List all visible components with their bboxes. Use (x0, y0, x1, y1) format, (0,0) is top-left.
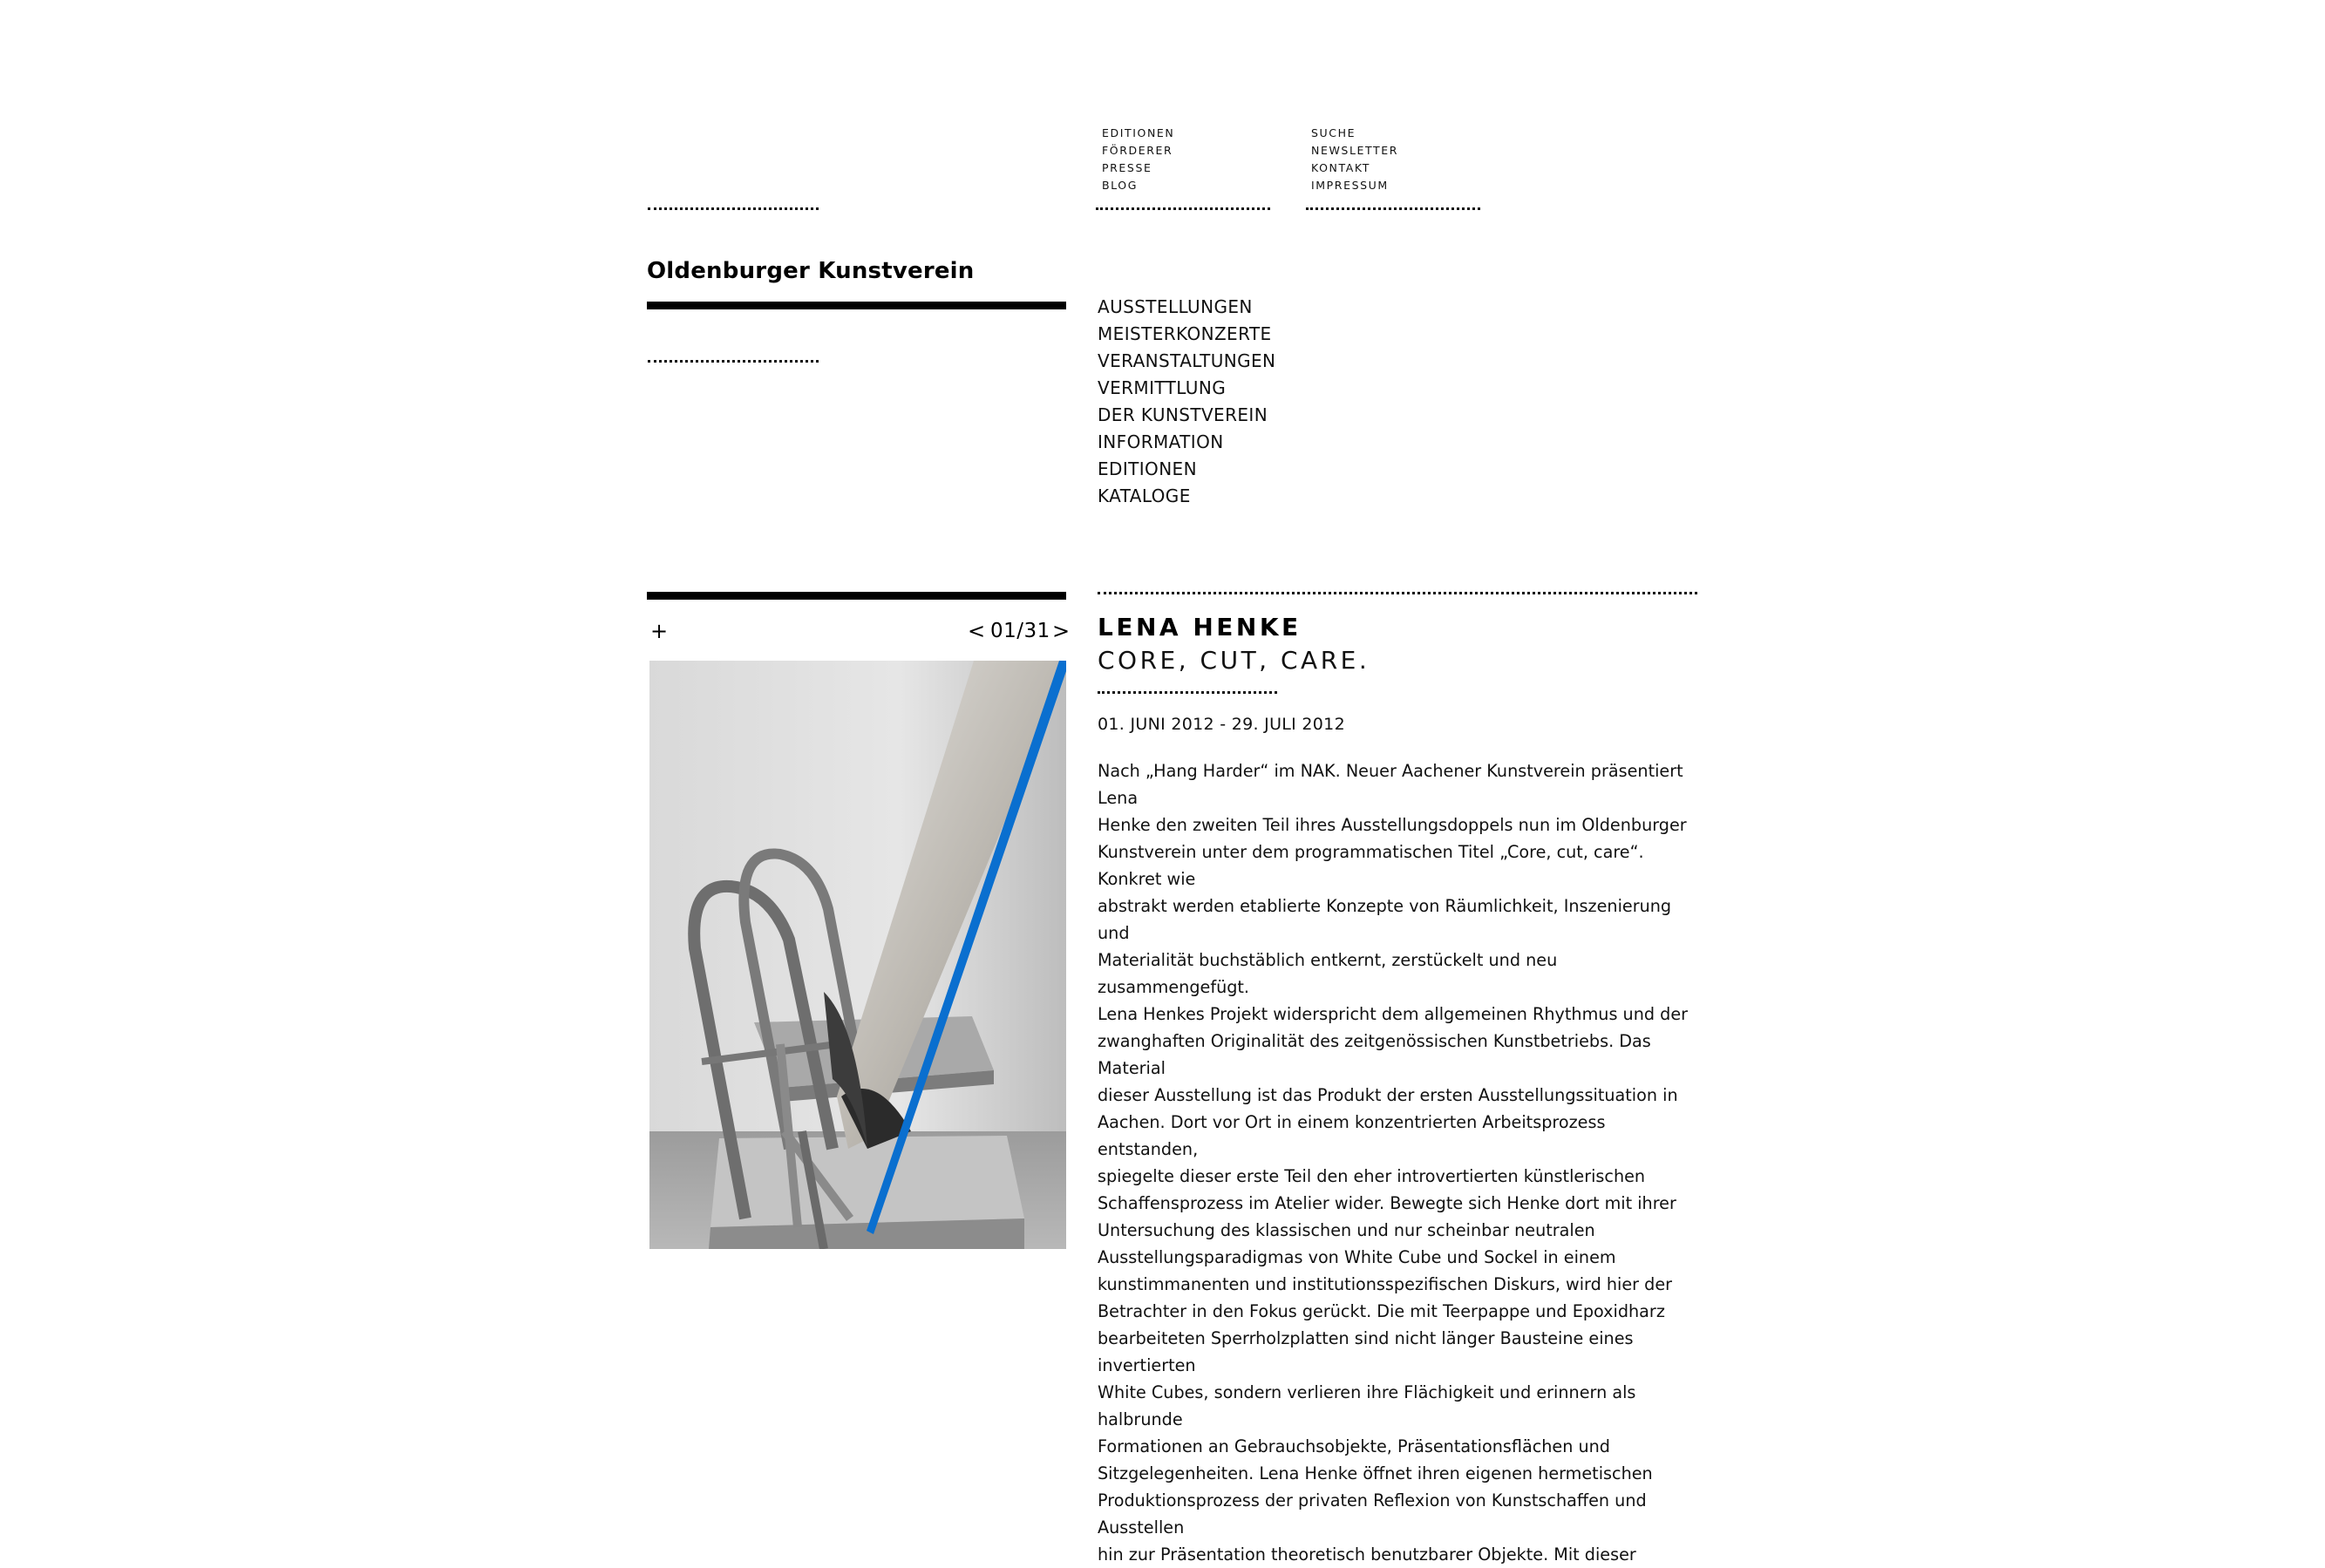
secondary-menu-left (1102, 125, 1174, 194)
exhibition-artist: LENA HENKE (1098, 613, 1302, 641)
description-line: hin zur Präsentation theoretisch benutzbarer Objekte. Mit dieser (1098, 1544, 1636, 1565)
description-line: abstrakt werden etablierte Konzepte von Räumlichkeit, Inszenierung und (1098, 896, 1672, 943)
exhibition-photo[interactable] (649, 661, 1066, 1249)
nav-item-vermittlung[interactable] (1098, 375, 1275, 402)
description-line: Nach „Hang Harder“ im NAK. Neuer Aachener Kunstverein präsentiert Lena (1098, 761, 1683, 808)
description-line: Materialität buchstäblich entkernt, zerstückelt und neu zusammengefügt. (1098, 950, 1558, 997)
secondary-menu-link[interactable]: FÖRDERER (1102, 144, 1173, 157)
secondary-menu-item[interactable] (1102, 177, 1174, 194)
nav-link[interactable]: KATALOGE (1098, 485, 1191, 506)
dotted-separator-left-below-brand (648, 360, 819, 363)
gallery-prev-button[interactable]: < (968, 619, 986, 643)
nav-item-editionen[interactable] (1098, 456, 1275, 483)
secondary-menu-item[interactable] (1102, 160, 1174, 177)
secondary-menu-item[interactable] (1102, 142, 1174, 160)
description-line: Betrachter in den Fokus gerückt. Die mit Teerpappe und Epoxidharz (1098, 1301, 1665, 1321)
dotted-separator-article-top (1098, 592, 1697, 594)
description-line: Lena Henkes Projekt widerspricht dem allgemeinen Rhythmus und der (1098, 1004, 1689, 1024)
dotted-separator-title (1098, 691, 1277, 694)
nav-link[interactable]: AUSSTELLUNGEN (1098, 296, 1253, 317)
dotted-separator-menu-left (1096, 207, 1270, 210)
nav-item-ausstellungen[interactable] (1098, 294, 1275, 321)
brand-rule (647, 302, 1066, 309)
secondary-menu-link[interactable]: EDITIONEN (1102, 126, 1175, 139)
exhibition-title: CORE, CUT, CARE. (1098, 646, 1370, 675)
description-line: Henke den zweiten Teil ihres Ausstellungsdoppels nun im Oldenburger (1098, 815, 1687, 835)
description-line: Untersuchung des klassischen und nur scheinbar neutralen (1098, 1220, 1595, 1240)
nav-item-veranstaltungen[interactable] (1098, 348, 1275, 375)
secondary-menu-link[interactable]: SUCHE (1311, 126, 1356, 139)
dotted-separator-menu-right (1306, 207, 1480, 210)
nav-link[interactable]: VERMITTLUNG (1098, 377, 1227, 398)
secondary-menu-item[interactable] (1311, 125, 1398, 142)
exhibition-description (1098, 757, 1708, 1568)
nav-item-meisterkonzerte[interactable] (1098, 321, 1275, 348)
description-line: zwanghaften Originalität des zeitgenössischen Kunstbetriebs. Das Material (1098, 1031, 1651, 1078)
dotted-separator-left-top (648, 207, 819, 210)
secondary-menu-link[interactable]: BLOG (1102, 179, 1139, 192)
nav-item-kataloge[interactable] (1098, 483, 1275, 510)
description-line: Aachen. Dort vor Ort in einem konzentrierten Arbeitsprozess entstanden, (1098, 1112, 1606, 1159)
description-line: White Cubes, sondern verlieren ihre Flächigkeit und erinnern als halbrunde (1098, 1382, 1636, 1429)
description-line: bearbeiteten Sperrholzplatten sind nicht länger Bausteine eines invertierten (1098, 1328, 1634, 1375)
secondary-menu-item[interactable] (1311, 142, 1398, 160)
secondary-menu-link[interactable]: PRESSE (1102, 161, 1152, 174)
exhibition-photo-art (649, 661, 1066, 1249)
nav-link[interactable]: VERANSTALTUNGEN (1098, 350, 1276, 371)
main-navigation (1098, 294, 1275, 510)
nav-item-information[interactable] (1098, 429, 1275, 456)
gallery-expand-button[interactable]: + (650, 619, 669, 643)
nav-link[interactable]: INFORMATION (1098, 431, 1224, 452)
description-line: spiegelte dieser erste Teil den eher introvertierten künstlerischen (1098, 1166, 1646, 1186)
secondary-menu-link[interactable]: KONTAKT (1311, 161, 1370, 174)
secondary-menu-link[interactable]: IMPRESSUM (1311, 179, 1389, 192)
secondary-menu-item[interactable] (1311, 160, 1398, 177)
description-line: dieser Ausstellung ist das Produkt der ersten Ausstellungssituation in (1098, 1085, 1678, 1105)
description-line: Kunstverein unter dem programmatischen Titel „Core, cut, care“. Konkret wie (1098, 842, 1644, 889)
gallery-rule (647, 592, 1066, 600)
site-title[interactable]: Oldenburger Kunstverein (647, 258, 975, 284)
nav-link[interactable]: EDITIONEN (1098, 458, 1197, 479)
secondary-menu-right (1311, 125, 1398, 194)
description-line: Formationen an Gebrauchsobjekte, Präsentationsflächen und (1098, 1436, 1610, 1456)
nav-item-der-kunstverein[interactable] (1098, 402, 1275, 429)
nav-link[interactable]: DER KUNSTVEREIN (1098, 404, 1268, 425)
secondary-menu-item[interactable] (1311, 177, 1398, 194)
description-line: kunstimmanenten und institutionsspezifischen Diskurs, wird hier der (1098, 1274, 1673, 1294)
gallery-next-button[interactable]: > (1052, 619, 1071, 643)
description-line: Ausstellungsparadigmas von White Cube und Sockel in einem (1098, 1247, 1616, 1267)
secondary-menu-item[interactable] (1102, 125, 1174, 142)
gallery-counter: 01/31 (990, 620, 1050, 642)
nav-link[interactable]: MEISTERKONZERTE (1098, 323, 1272, 344)
description-line: Sitzgelegenheiten. Lena Henke öffnet ihren eigenen hermetischen (1098, 1463, 1653, 1483)
description-line: Produktionsprozess der privaten Reflexion von Kunstschaffen und Ausstellen (1098, 1490, 1647, 1537)
exhibition-dates: 01. JUNI 2012 - 29. JULI 2012 (1098, 715, 1345, 734)
secondary-menu-link[interactable]: NEWSLETTER (1311, 144, 1399, 157)
description-line: Schaffensprozess im Atelier wider. Bewegte sich Henke dort mit ihrer (1098, 1193, 1676, 1213)
